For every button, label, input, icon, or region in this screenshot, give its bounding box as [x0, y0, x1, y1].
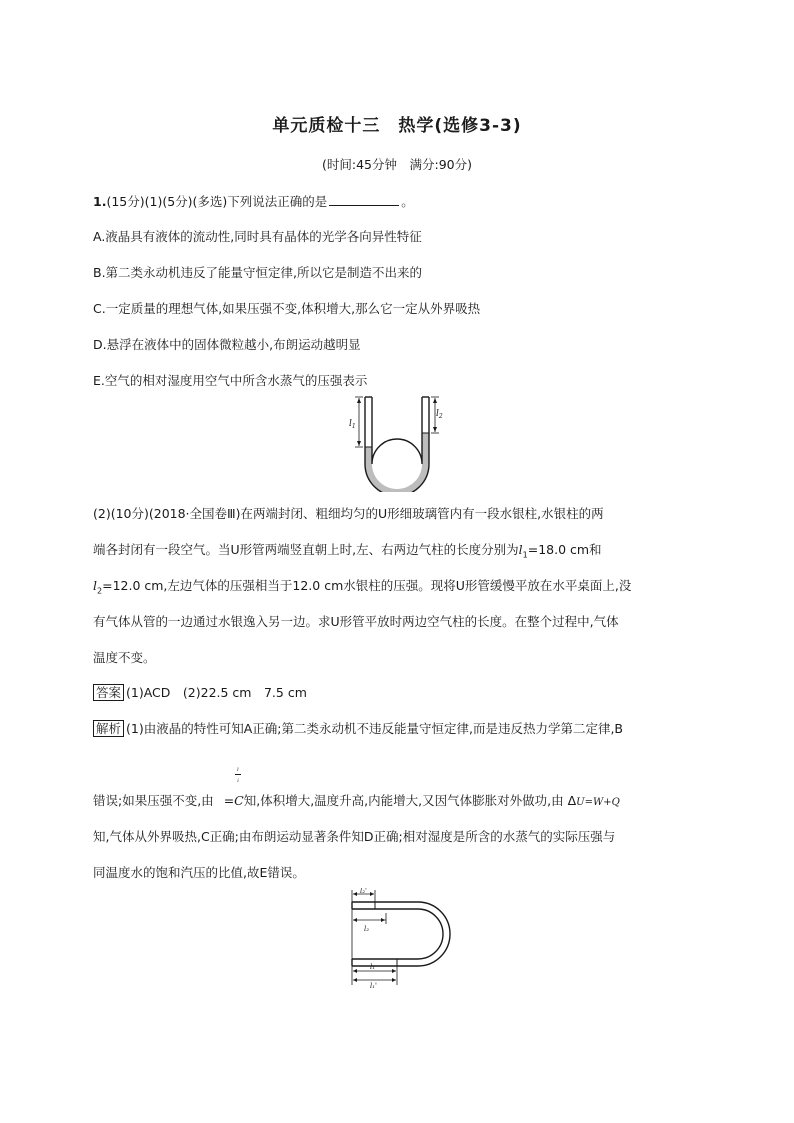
analysis-line-1: 解析 (1)由液晶的特性可知A正确;第二类永动机不违反能量守恒定律,而是违反热力学第二定律,B — [93, 719, 623, 737]
analysis-line-3: 知,气体从外界吸热,C正确;由布朗运动显著条件知D正确;相对湿度是所含的水蒸气的实际压强与 — [93, 829, 616, 844]
answer-line — [93, 683, 307, 701]
svg-text:l₁': l₁' — [370, 982, 377, 988]
option-b: B.第二类永动机违反了能量守恒定律,所以它是制造不出来的 — [93, 265, 423, 280]
analysis-line-2: 错误;如果压强不变,由 =C知,体积增大,温度升高,内能增大,又因气体膨胀对外做功,由 ΔU=W+Q — [93, 793, 620, 808]
option-d: D.悬浮在液体中的固体微粒越小,布朗运动越明显 — [93, 337, 361, 352]
option-e: E.空气的相对湿度用空气中所含水蒸气的压强表示 — [93, 373, 368, 388]
svg-text:l₂': l₂' — [360, 888, 367, 895]
exam-info: (时间:45分钟 满分:90分) — [322, 157, 472, 172]
fraction-v-over-t: ₗ ᵢ — [235, 764, 241, 785]
option-c: C.一定质量的理想气体,如果压强不变,体积增大,那么它一定从外界吸热 — [93, 301, 481, 316]
question-stem-text: (15分)(1)(5分)(多选)下列说法正确的是 — [106, 194, 328, 209]
svg-text:l1: $l_1$ — [349, 419, 356, 430]
answer-text: (1)ACD (2)22.5 cm 7.5 cm — [126, 685, 307, 700]
question-number: 1. — [93, 194, 107, 209]
part2-line-5: 温度不变。 — [93, 650, 156, 665]
part2-line-3: $l_2=12.0$ cm,左边气体的压强相当于12.0 cm水银柱的压强。现将U形管缓慢平放在水平桌面上,没 — [93, 578, 632, 596]
u-tube-vertical-figure — [347, 392, 447, 492]
svg-text:l₁: l₁ — [370, 963, 376, 971]
part2-line-2: 端各封闭有一段空气。当U形管两端竖直朝上时,左、右两边气柱的长度分别为$l_1=18.0$ cm和 — [93, 542, 602, 560]
option-a: A.液晶具有液体的流动性,同时具有晶体的光学各向异性特征 — [93, 229, 422, 244]
stem-end: 。 — [401, 194, 414, 209]
u-tube-horizontal-figure — [338, 888, 468, 988]
part2-line-4: 有气体从管的一边通过水银逸入另一边。求U形管平放时两边空气柱的长度。在整个过程中,气体 — [93, 614, 619, 629]
svg-text:l₂: l₂ — [364, 925, 370, 933]
part2-line-1: (2)(10分)(2018·全国卷Ⅲ)在两端封闭、粗细均匀的U形细玻璃管内有一段水银柱,水银柱的两 — [93, 506, 604, 521]
page-title: 单元质检十三 热学(选修3-3) — [272, 116, 522, 136]
analysis-tag: 解析 — [93, 720, 124, 737]
svg-text:l2: $l_2$ — [436, 409, 443, 420]
question-1-stem — [93, 192, 414, 210]
answer-tag: 答案 — [93, 684, 124, 701]
answer-blank[interactable] — [329, 193, 399, 206]
analysis-line-4: 同温度水的饱和汽压的比值,故E错误。 — [93, 865, 305, 880]
